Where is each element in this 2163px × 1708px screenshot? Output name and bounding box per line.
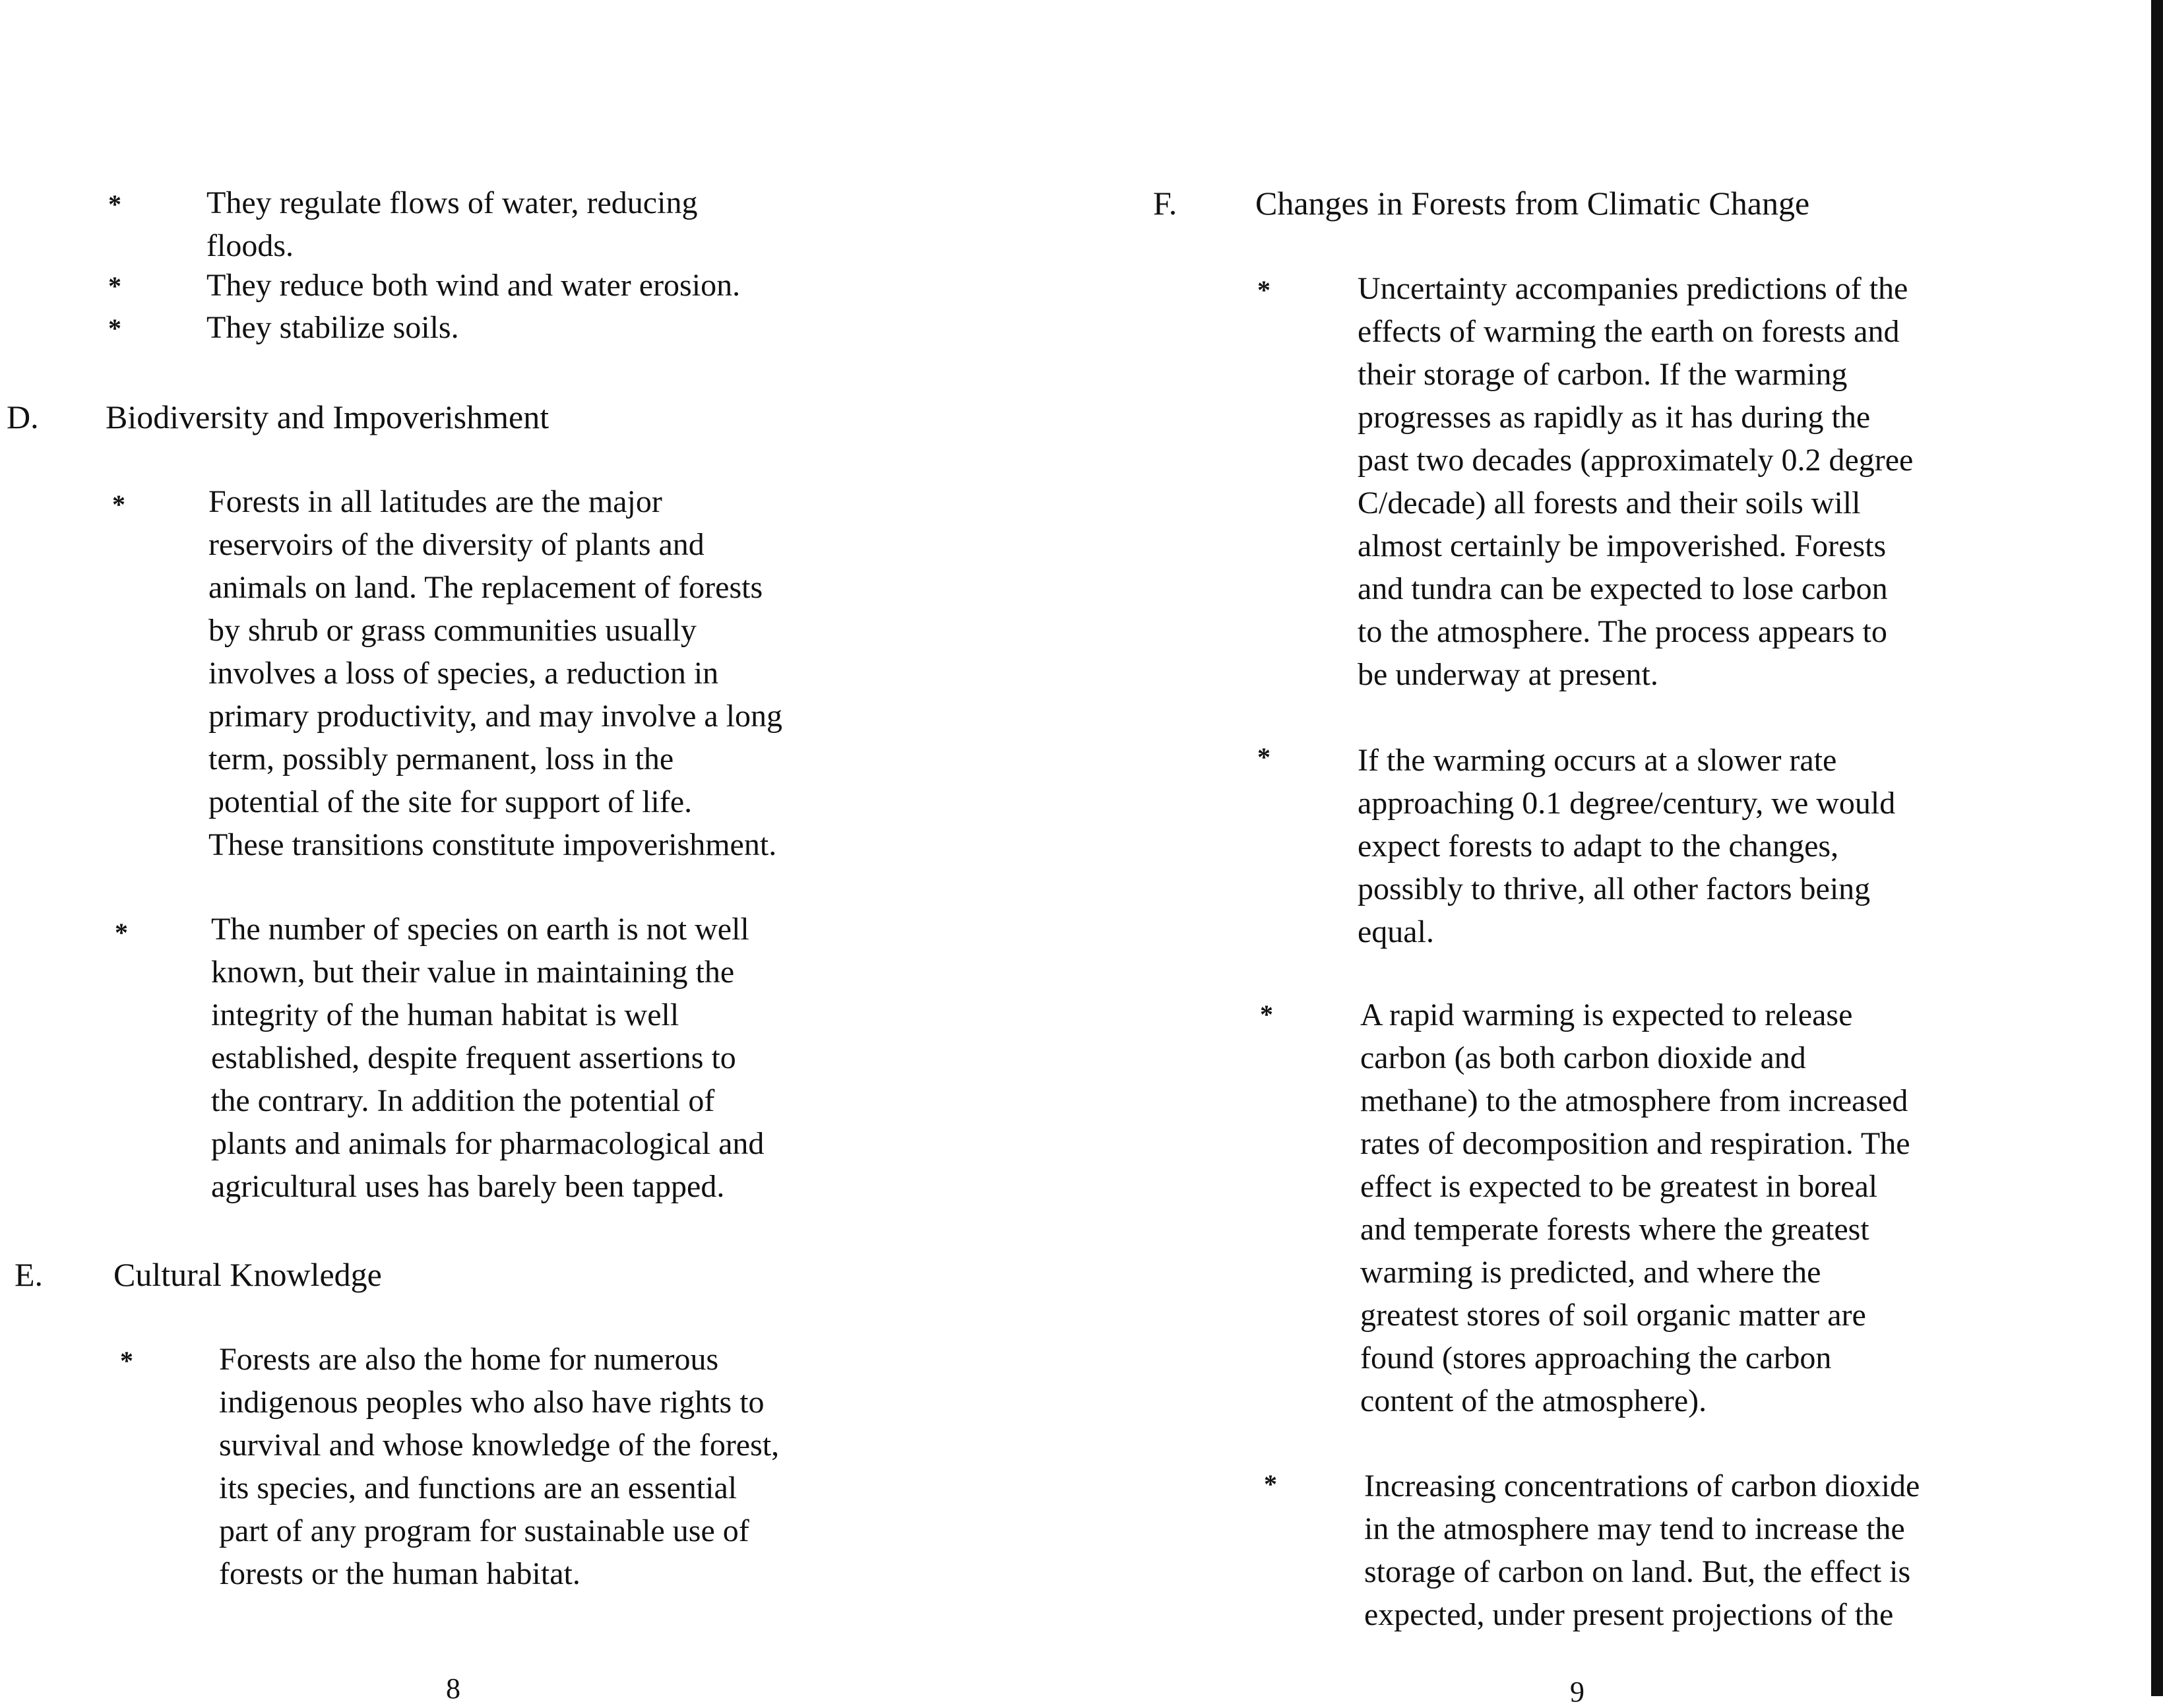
text-line: known, but their value in maintaining the bbox=[211, 955, 735, 990]
text-line: forests or the human habitat. bbox=[219, 1556, 580, 1591]
left-top-item-3 bbox=[206, 306, 459, 349]
text-line: methane) to the atmosphere from increased bbox=[1360, 1083, 1908, 1118]
section-letter-e: E. bbox=[15, 1256, 44, 1293]
bullet-marker: * bbox=[1257, 275, 1270, 305]
section-d-item-1 bbox=[208, 480, 782, 866]
section-f-item-3 bbox=[1360, 994, 1910, 1422]
text-line: greatest stores of soil organic matter are bbox=[1360, 1298, 1866, 1333]
page-number-left: 8 bbox=[446, 1672, 460, 1705]
bullet-marker: * bbox=[112, 490, 125, 519]
text-line: its species, and functions are an essential bbox=[219, 1471, 737, 1505]
section-d-item-2 bbox=[211, 908, 764, 1208]
text-line: Uncertainty accompanies predictions of the bbox=[1358, 271, 1908, 306]
bullet-marker: * bbox=[108, 271, 121, 301]
section-e-item-1 bbox=[219, 1338, 779, 1595]
text-line: plants and animals for pharmacological and bbox=[211, 1126, 765, 1161]
text-line: rates of decomposition and respiration. The bbox=[1360, 1126, 1910, 1161]
text-line: reservoirs of the diversity of plants and bbox=[208, 527, 705, 562]
section-letter-f: F. bbox=[1153, 185, 1177, 222]
text-line: progresses as rapidly as it has during the bbox=[1358, 400, 1871, 435]
text-line: part of any program for sustainable use of bbox=[219, 1513, 749, 1548]
text-line: effect is expected to be greatest in boreal bbox=[1360, 1169, 1878, 1204]
left-top-item-2 bbox=[206, 264, 740, 307]
text-line: found (stores approaching the carbon bbox=[1360, 1341, 1832, 1376]
bullet-marker: * bbox=[115, 918, 128, 947]
text-line: almost certainly be impoverished. Forests bbox=[1358, 528, 1887, 563]
text-line: past two decades (approximately 0.2 degree bbox=[1358, 443, 1914, 478]
text-line: These transitions constitute impoverishment. bbox=[208, 827, 777, 862]
text-line: by shrub or grass communities usually bbox=[208, 613, 697, 648]
text-line: warming is predicted, and where the bbox=[1360, 1255, 1821, 1290]
text-line: to the atmosphere. The process appears to bbox=[1358, 614, 1887, 649]
page-number-right: 9 bbox=[1570, 1676, 1584, 1708]
text-line: equal. bbox=[1358, 914, 1434, 949]
section-f-item-4 bbox=[1364, 1465, 1920, 1636]
section-letter-d: D. bbox=[7, 398, 39, 435]
text-line: be underway at present. bbox=[1358, 657, 1658, 692]
text-line: and tundra can be expected to lose carbon bbox=[1358, 571, 1888, 606]
text-line: approaching 0.1 degree/century, we would bbox=[1358, 786, 1896, 821]
text-line: The number of species on earth is not well bbox=[211, 912, 749, 947]
bullet-marker: * bbox=[1257, 742, 1270, 772]
text-line: possibly to thrive, all other factors being bbox=[1358, 871, 1871, 906]
bullet-marker: * bbox=[1264, 1469, 1277, 1499]
text-line: expected, under present projections of the bbox=[1364, 1597, 1894, 1632]
text-line: established, despite frequent assertions to bbox=[211, 1040, 736, 1075]
text-line: content of the atmosphere). bbox=[1360, 1383, 1707, 1418]
text-line: their storage of carbon. If the warming bbox=[1358, 357, 1848, 392]
text-line: effects of warming the earth on forests and bbox=[1358, 314, 1900, 349]
text-line: the contrary. In addition the potential of bbox=[211, 1083, 715, 1118]
text-line: If the warming occurs at a slower rate bbox=[1358, 743, 1837, 778]
text-line: floods. bbox=[206, 228, 294, 263]
text-line: Forests are also the home for numerous bbox=[219, 1342, 719, 1377]
text-line: storage of carbon on land. But, the effect is bbox=[1364, 1554, 1911, 1589]
text-line: agricultural uses has barely been tapped. bbox=[211, 1169, 725, 1204]
text-line: integrity of the human habitat is well bbox=[211, 997, 679, 1032]
text-line: Forests in all latitudes are the major bbox=[208, 484, 662, 519]
text-line: animals on land. The replacement of forests bbox=[208, 570, 763, 605]
text-line: primary productivity, and may involve a long bbox=[208, 699, 783, 734]
text-line: term, possibly permanent, loss in the bbox=[208, 742, 674, 776]
text-line: indigenous peoples who also have rights to bbox=[219, 1385, 765, 1420]
section-heading-biodiversity: Biodiversity and Impoverishment bbox=[106, 398, 549, 435]
left-top-item-1 bbox=[206, 181, 697, 267]
page-edge-shadow bbox=[2151, 0, 2163, 1696]
text-line: A rapid warming is expected to release bbox=[1360, 997, 1853, 1032]
text-line: in the atmosphere may tend to increase the bbox=[1364, 1511, 1905, 1546]
text-line: survival and whose knowledge of the forest, bbox=[219, 1428, 780, 1463]
text-line: involves a loss of species, a reduction in bbox=[208, 656, 719, 691]
text-line: They stabilize soils. bbox=[206, 310, 459, 345]
text-line: They reduce both wind and water erosion. bbox=[206, 268, 741, 303]
text-line: and temperate forests where the greatest bbox=[1360, 1212, 1869, 1247]
text-line: C/decade) all forests and their soils will bbox=[1358, 486, 1861, 521]
text-line: They regulate flows of water, reducing bbox=[206, 185, 698, 220]
section-f-item-2 bbox=[1358, 739, 1895, 953]
section-heading-climatic-change: Changes in Forests from Climatic Change bbox=[1255, 185, 1810, 222]
text-line: potential of the site for support of life. bbox=[208, 784, 693, 819]
text-line: expect forests to adapt to the changes, bbox=[1358, 829, 1839, 864]
bullet-marker: * bbox=[1260, 999, 1273, 1029]
bullet-marker: * bbox=[120, 1346, 133, 1376]
bullet-marker: * bbox=[108, 189, 121, 219]
text-line: Increasing concentrations of carbon dioxide bbox=[1364, 1469, 1920, 1503]
section-f-item-1 bbox=[1358, 267, 1913, 696]
text-line: carbon (as both carbon dioxide and bbox=[1360, 1040, 1806, 1075]
bullet-marker: * bbox=[108, 313, 121, 343]
section-heading-cultural-knowledge: Cultural Knowledge bbox=[113, 1256, 382, 1293]
